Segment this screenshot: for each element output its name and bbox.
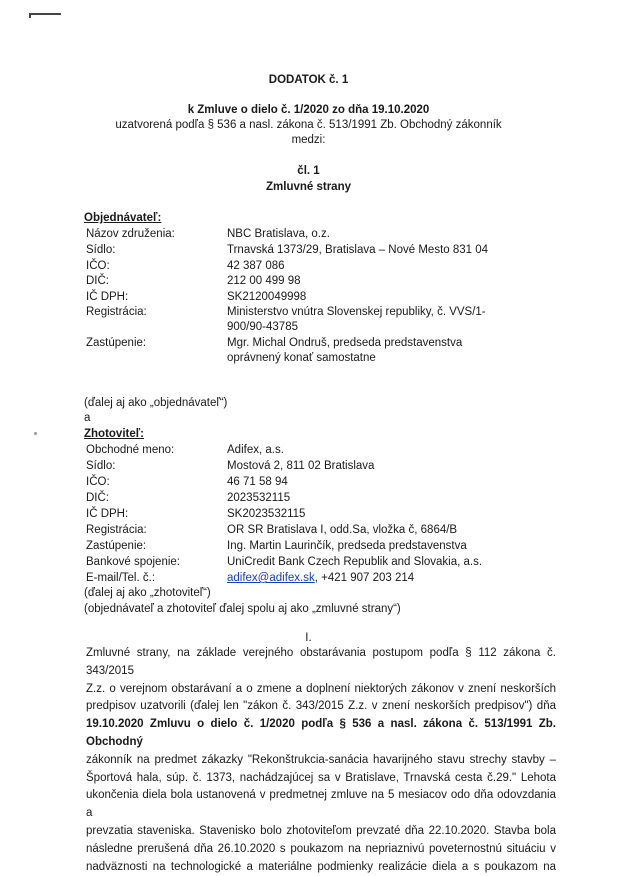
contractor-label-bank: Bankové spojenie:: [86, 556, 180, 568]
contractor-label-representation: Zastúpenie:: [86, 540, 147, 552]
contractor-value-seat: Mostová 2, 811 02 Bratislava: [227, 460, 375, 472]
client-label-ico: IČO:: [86, 260, 110, 272]
contractor-value-representation: Ing. Martin Laurinčík, predseda predstavenstva: [227, 540, 467, 552]
paragraph-line: prevzatia staveniska. Stavenisko bolo zhotoviteľom prevzaté dňa 22.10.2020. Stavba bola: [86, 824, 556, 837]
document-legal-basis: uzatvorená podľa § 536 a nasl. zákona č. 513/1991 Zb. Obchodný zákonník: [115, 119, 502, 131]
contractor-alias: (ďalej aj ako „zhotoviteľ“): [84, 587, 211, 599]
client-label-name: Názov združenia:: [86, 228, 175, 240]
contractor-label-name: Obchodné meno:: [86, 444, 175, 456]
client-heading: Objednávateľ:: [84, 212, 162, 224]
client-label-registration: Registrácia:: [86, 306, 147, 318]
paragraph-line: ukončenia diela bola ustanovená v predmetnej zmluve na 5 mesiacov odo dňa odovzdania a: [86, 789, 556, 820]
document-between: medzi:: [291, 134, 326, 146]
paragraph-line: následne prerušená dňa 26.10.2020 s poukazom na nepriaznivú poveternostnú situáciu v: [86, 842, 556, 855]
contractor-value-dic: 2023532115: [227, 492, 291, 504]
document-subtitle: k Zmluve o dielo č. 1/2020 zo dňa 19.10.2020: [187, 104, 430, 116]
paragraph-line: Z.z. o verejnom obstarávaní a o zmene a doplnení niektorých zákonov v znení neskorších: [86, 682, 556, 695]
article-number: čl. 1: [297, 165, 320, 177]
client-value-representation-cont: oprávnený konať samostatne: [227, 352, 376, 364]
contractor-value-registration: OR SR Bratislava I, odd.Sa, vložka č, 6864/B: [227, 524, 458, 536]
contractor-label-seat: Sídlo:: [86, 460, 116, 472]
client-value-dic: 212 00 499 98: [227, 275, 301, 287]
paragraph-line: Zmluvné strany, na základe verejného obstarávania postupom podľa § 112 zákona č. 343/2015: [86, 647, 556, 677]
contractor-label-ico: IČO:: [86, 476, 110, 488]
scan-corner-mark: [29, 13, 61, 18]
client-label-dic: DIČ:: [86, 275, 109, 287]
client-value-vat: SK2120049998: [227, 291, 307, 303]
contractor-value-vat: SK2023532115: [227, 508, 306, 520]
contractor-value-contact: [227, 571, 414, 585]
client-value-representation: Mgr. Michal Ondruš, predseda predstavenstva: [227, 337, 463, 349]
contractor-value-name: Adifex, a.s.: [227, 444, 284, 456]
client-label-representation: Zastúpenie:: [86, 337, 147, 349]
client-label-vat: IČ DPH:: [86, 291, 129, 303]
contractor-value-ico: 46 71 58 94: [227, 476, 288, 488]
article-title: Zmluvné strany: [266, 181, 351, 193]
section-paragraph: [86, 645, 556, 876]
document-title: DODATOK č. 1: [268, 74, 349, 86]
client-value-registration-cont: 900/90-43785: [227, 321, 298, 333]
contractor-email-link[interactable]: adifex@adifex.sk: [227, 572, 315, 584]
paragraph-line: Športová hala, súp. č. 1373, nachádzajúcej sa v Bratislave, Trnavská cesta č.29." Lehota: [86, 771, 556, 784]
and-word: a: [84, 412, 91, 424]
contractor-heading: Zhotoviteľ:: [84, 428, 145, 440]
client-value-ico: 42 387 086: [227, 260, 285, 272]
client-value-seat: Trnavská 1373/29, Bratislava – Nové Mesto 831 04: [227, 244, 489, 256]
parties-joint-alias: (objednávateľ a zhotoviteľ ďalej spolu aj ako „zmluvné strany“): [84, 603, 401, 615]
section-number: I.: [305, 632, 312, 644]
contractor-label-contact: E-mail/Tel. č.:: [86, 572, 156, 584]
paragraph-line: 19.10.2020 Zmluvu o dielo č. 1/2020 podľa § 536 a nasl. zákona č. 513/1991 Zb. Obchodný: [86, 718, 556, 748]
paragraph-line: predpisov uzatvorili (ďalej len "zákon č. 343/2015 Z.z. v znení neskorších predpisov") dňa: [86, 700, 556, 713]
paragraph-line: nadväznosti na technologické a materiálne podmienky realizácie diela a s poukazom na: [86, 860, 556, 873]
client-value-name: NBC Bratislava, o.z.: [227, 228, 330, 240]
contractor-label-vat: IČ DPH:: [86, 508, 129, 520]
contractor-label-dic: DIČ:: [86, 492, 109, 504]
contractor-label-registration: Registrácia:: [86, 524, 147, 536]
client-alias: (ďalej aj ako „objednávateľ“): [84, 397, 228, 409]
client-value-registration: Ministerstvo vnútra Slovenskej republiky, č. VVS/1-: [227, 306, 486, 318]
paragraph-line: zákonník na predmet zákazky "Rekonštrukcia-sanácia havarijného stavu strechy stavby –: [86, 753, 556, 766]
contractor-value-bank: UniCredit Bank Czech Republik and Slovakia, a.s.: [227, 556, 483, 568]
contractor-phone: , +421 907 203 214: [314, 572, 415, 584]
scan-dot: [34, 432, 37, 435]
client-label-seat: Sídlo:: [86, 244, 116, 256]
